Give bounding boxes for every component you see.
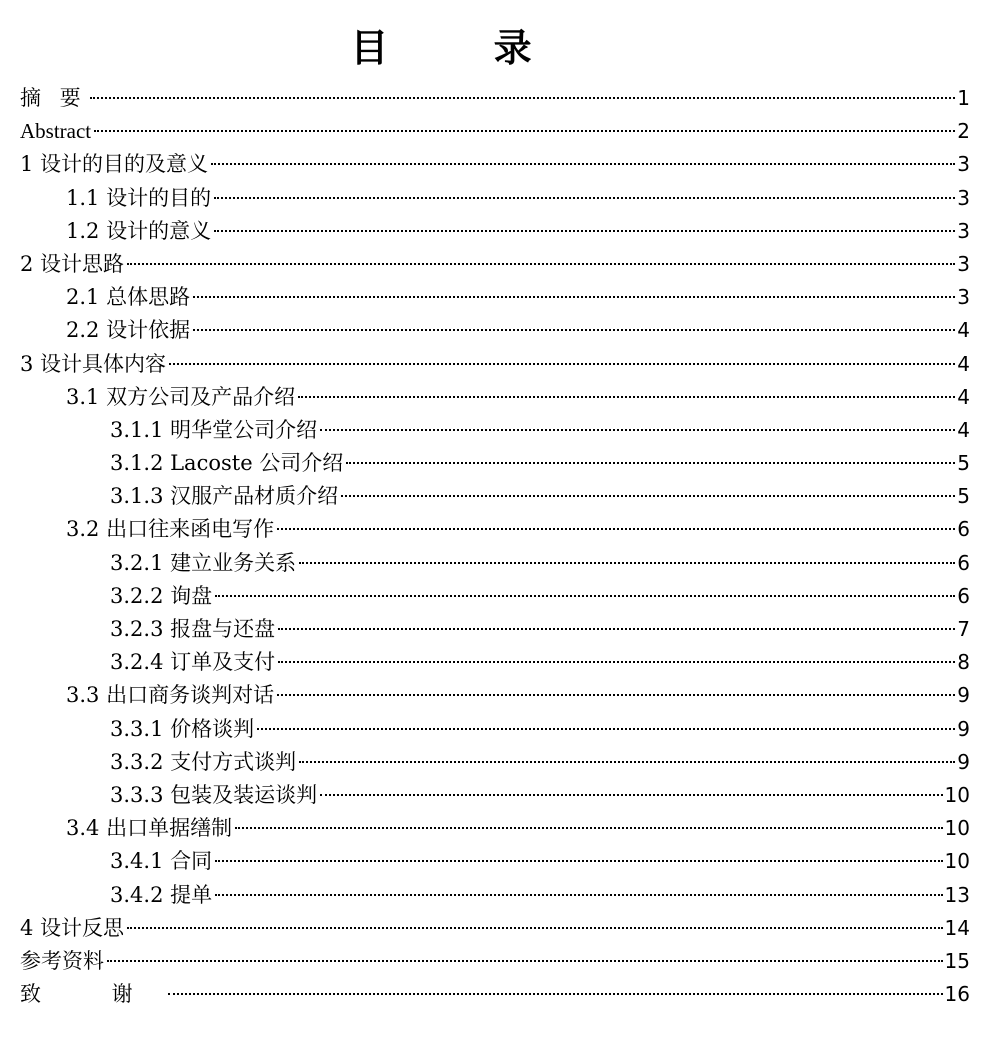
toc-entry-page: 9 bbox=[957, 716, 970, 741]
toc-dot-leader bbox=[215, 894, 942, 896]
toc-entry-page: 3 bbox=[957, 251, 970, 276]
toc-entry-label: 1 设计的目的及意义 bbox=[20, 152, 209, 177]
toc-entry-label: 3.1.3 汉服产品材质介绍 bbox=[110, 484, 339, 509]
toc-entry-label: 3.2.4 订单及支付 bbox=[110, 650, 276, 675]
toc-entry-section-3-4[interactable] bbox=[20, 812, 970, 845]
toc-dot-leader bbox=[278, 661, 955, 663]
toc-dot-leader bbox=[107, 960, 943, 962]
toc-entry-page: 9 bbox=[957, 749, 970, 774]
toc-entry-abstract-en[interactable] bbox=[20, 115, 970, 148]
toc-entry-section-1[interactable] bbox=[20, 148, 970, 181]
toc-dot-leader bbox=[211, 163, 955, 165]
toc-dot-leader bbox=[298, 396, 955, 398]
toc-dot-leader bbox=[169, 363, 955, 365]
toc-dot-leader bbox=[94, 130, 955, 132]
toc-entry-label: 3.4.1 合同 bbox=[110, 849, 213, 874]
toc-entry-label: 3.3.3 包装及装运谈判 bbox=[110, 782, 318, 807]
toc-entry-label: 3 设计具体内容 bbox=[20, 351, 167, 376]
toc-entry-section-3[interactable] bbox=[20, 348, 970, 381]
toc-entry-section-4[interactable] bbox=[20, 912, 970, 945]
toc-entry-label: 3.1.1 明华堂公司介绍 bbox=[110, 417, 318, 442]
toc-entry-label: 3.1.2 Lacoste 公司介绍 bbox=[110, 451, 344, 476]
toc-dot-leader bbox=[320, 429, 955, 431]
toc-entry-label: 1.2 设计的意义 bbox=[66, 218, 212, 243]
toc-entry-page: 16 bbox=[944, 982, 970, 1007]
toc-dot-leader bbox=[320, 794, 942, 796]
toc-dot-leader bbox=[346, 462, 955, 464]
toc-entry-label: 3.1 双方公司及产品介绍 bbox=[66, 384, 296, 409]
toc-entry-page: 9 bbox=[957, 683, 970, 708]
toc-entry-section-1-2[interactable] bbox=[20, 215, 970, 248]
toc-dot-leader bbox=[214, 197, 955, 199]
toc-entry-section-3-3[interactable] bbox=[20, 679, 970, 712]
toc-entry-acknowledgements[interactable] bbox=[20, 978, 970, 1011]
toc-entry-page: 5 bbox=[957, 451, 970, 476]
toc-entry-section-3-2-3[interactable] bbox=[20, 613, 970, 646]
toc-entry-label: 4 设计反思 bbox=[20, 915, 125, 940]
toc-entry-section-1-1[interactable] bbox=[20, 182, 970, 215]
toc-dot-leader bbox=[277, 528, 955, 530]
toc-entry-label: 3.2.2 询盘 bbox=[110, 583, 213, 608]
toc-dot-leader bbox=[341, 495, 955, 497]
toc-entry-page: 5 bbox=[957, 484, 970, 509]
toc-dot-leader bbox=[235, 827, 942, 829]
toc-entry-abstract-cn[interactable] bbox=[20, 82, 970, 115]
toc-entry-section-2-1[interactable] bbox=[20, 281, 970, 314]
toc-entry-label: 2.1 总体思路 bbox=[66, 285, 191, 310]
toc-dot-leader bbox=[127, 927, 943, 929]
toc-entry-label: 1.1 设计的目的 bbox=[66, 185, 212, 210]
toc-entry-label: 2.2 设计依据 bbox=[66, 318, 191, 343]
toc-entry-section-3-3-1[interactable] bbox=[20, 713, 970, 746]
toc-entry-page: 3 bbox=[957, 185, 970, 210]
toc-entry-section-3-4-2[interactable] bbox=[20, 879, 970, 912]
toc-entry-label: 摘 要 bbox=[20, 86, 87, 110]
toc-dot-leader bbox=[277, 694, 955, 696]
toc-entry-page: 10 bbox=[944, 849, 970, 874]
toc-entry-label: 2 设计思路 bbox=[20, 251, 125, 276]
toc-dot-leader bbox=[299, 761, 955, 763]
toc-entry-section-3-2-1[interactable] bbox=[20, 547, 970, 580]
toc-dot-leader bbox=[215, 595, 955, 597]
toc-entry-page: 3 bbox=[957, 152, 970, 177]
toc-entry-page: 15 bbox=[944, 948, 970, 973]
toc-entry-page: 4 bbox=[957, 351, 970, 376]
toc-dot-leader bbox=[90, 97, 956, 99]
toc-entry-page: 4 bbox=[957, 318, 970, 343]
toc-entry-page: 10 bbox=[944, 816, 970, 841]
toc-entry-label: Abstract bbox=[20, 119, 92, 144]
toc-dot-leader bbox=[193, 296, 955, 298]
toc-entry-page: 3 bbox=[957, 218, 970, 243]
toc-entry-section-3-4-1[interactable] bbox=[20, 845, 970, 878]
toc-entry-section-3-1-3[interactable] bbox=[20, 480, 970, 513]
toc-entry-page: 6 bbox=[957, 517, 970, 542]
toc-entry-page: 7 bbox=[957, 617, 970, 641]
toc-entry-label: 3.2.1 建立业务关系 bbox=[110, 550, 297, 575]
toc-entry-page: 14 bbox=[944, 915, 970, 940]
toc-entry-page: 4 bbox=[957, 384, 970, 409]
toc-entry-label: 致 谢 bbox=[20, 982, 165, 1007]
toc-dot-leader bbox=[214, 230, 955, 232]
toc-entry-section-2[interactable] bbox=[20, 248, 970, 281]
toc-entry-section-3-1-2[interactable] bbox=[20, 447, 970, 480]
toc-entry-section-2-2[interactable] bbox=[20, 314, 970, 347]
toc-dot-leader bbox=[127, 263, 955, 265]
toc-entry-section-3-2-4[interactable] bbox=[20, 646, 970, 679]
toc-entry-label: 3.3.2 支付方式谈判 bbox=[110, 749, 297, 774]
toc-entry-label: 3.3 出口商务谈判对话 bbox=[66, 683, 275, 708]
toc-entry-section-3-3-3[interactable] bbox=[20, 779, 970, 812]
toc-dot-leader bbox=[257, 728, 955, 730]
toc-entry-label: 3.3.1 价格谈判 bbox=[110, 716, 255, 741]
toc-dot-leader bbox=[299, 562, 955, 564]
toc-title: 目 录 bbox=[350, 26, 578, 70]
toc-dot-leader bbox=[278, 628, 955, 630]
toc-entry-page: 3 bbox=[957, 285, 970, 310]
toc-entry-label: 3.4.2 提单 bbox=[110, 882, 213, 907]
toc-dot-leader bbox=[193, 329, 955, 331]
toc-entry-label: 参考资料 bbox=[20, 948, 104, 973]
toc-entry-page: 8 bbox=[957, 650, 970, 675]
toc-list bbox=[20, 82, 970, 1011]
toc-entry-section-3-1-1[interactable] bbox=[20, 414, 970, 447]
toc-entry-label: 3.2 出口往来函电写作 bbox=[66, 517, 275, 542]
toc-entry-page: 13 bbox=[944, 882, 970, 907]
toc-entry-section-3-1[interactable] bbox=[20, 381, 970, 414]
toc-entry-section-3-3-2[interactable] bbox=[20, 746, 970, 779]
toc-entry-references[interactable] bbox=[20, 945, 970, 978]
toc-dot-leader bbox=[215, 860, 942, 862]
toc-entry-page: 2 bbox=[957, 119, 970, 144]
toc-entry-label: 3.4 出口单据缮制 bbox=[66, 816, 233, 841]
toc-entry-page: 4 bbox=[957, 417, 970, 442]
toc-dot-leader bbox=[168, 993, 943, 995]
toc-entry-label: 3.2.3 报盘与还盘 bbox=[110, 617, 276, 641]
toc-entry-section-3-2[interactable] bbox=[20, 513, 970, 546]
toc-entry-section-3-2-2[interactable] bbox=[20, 580, 970, 613]
toc-entry-page: 6 bbox=[957, 550, 970, 575]
toc-entry-page: 10 bbox=[944, 782, 970, 807]
toc-entry-page: 6 bbox=[957, 583, 970, 608]
toc-entry-page: 1 bbox=[957, 86, 970, 110]
